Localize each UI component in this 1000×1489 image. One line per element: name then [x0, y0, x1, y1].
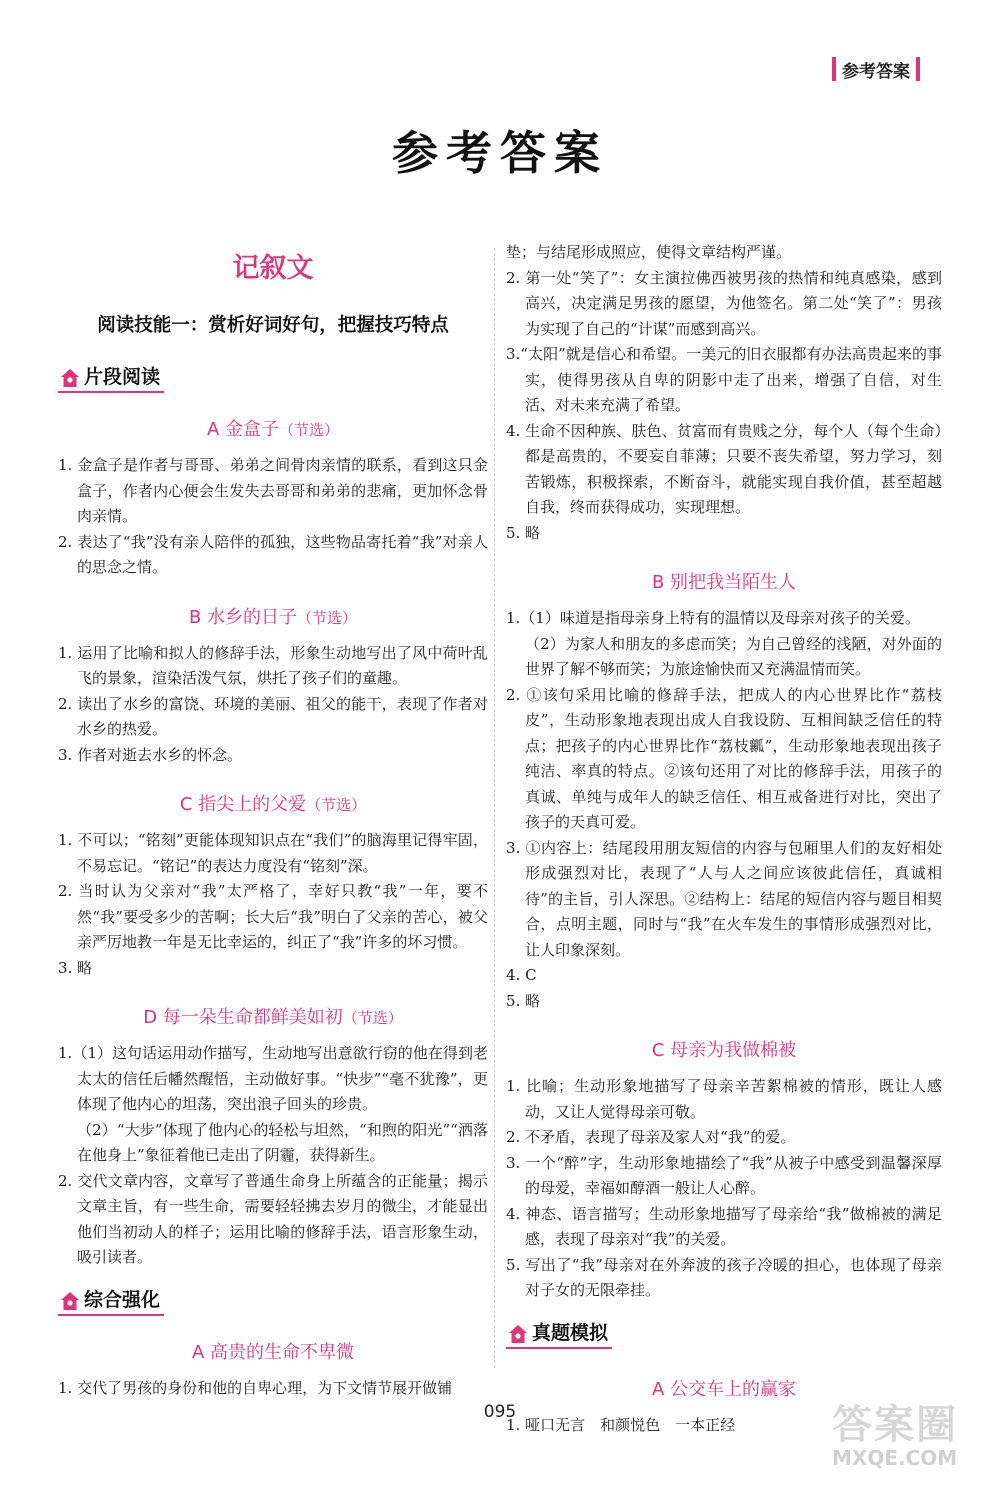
answer-item: 4. 生命不因种族、肤色、贫富而有贵贱之分，每个人（每个生命）都是高贵的，不要妄自菲薄；只要不丧失希望，努力学习，刻苦锻炼，积极探索，不断奋斗，就能实现自我价值，甚至超越自我，终而获得成功，实现理想。 [506, 421, 942, 516]
answer-item: 1. 金盒子是作者与哥哥、弟弟之间骨肉亲情的联系，看到这只金盒子，作者内心便会生发失去哥哥和弟弟的悲痛，更加怀念骨肉亲情。 [58, 456, 488, 525]
answer-item: 2. 读出了水乡的富饶、环境的美丽、祖父的能干，表现了作者对水乡的热爱。 [58, 694, 488, 738]
answer-item: 3.“太阳”就是信心和希望。一美元的旧衣服都有办法高贵起来的事实，使得男孩从自卑的阴影中走了出来，增强了自信，对生活、对未来充满了希望。 [506, 345, 942, 414]
answer-item: 3. 略 [58, 958, 93, 977]
section-label: 综合强化 [84, 1288, 161, 1311]
article-title [58, 603, 488, 633]
article-title-note: （节选） [306, 796, 367, 814]
column-divider [494, 248, 495, 1368]
answer-item: 2. 交代文章内容，文章写了普通生命身上所蕴含的正能量；揭示文章主旨，有一些生命，需要轻轻拂去岁月的微尘，才能显出他们当初动人的样子；运用比喻的修辞手法，语言形象生动，吸引读者。 [58, 1171, 488, 1266]
watermark-logo [832, 1393, 982, 1473]
article-title-text: A 公交车上的赢家 [651, 1378, 797, 1400]
header-bar-right [916, 57, 920, 81]
article-title-text: B 水乡的日子 [188, 606, 298, 628]
answer-item: 2. ①该句采用比喻的修辞手法，把成人的内心世界比作“荔枝皮”，生动形象地表现出成人自我设防、互相间缺乏信任的特点；把孩子的内心世界比作“荔枝瓤”，生动形象地表现出孩子纯洁、率真的特点。②该句还用了对比的修辞手法，用孩子的真诚、单纯与成年人的缺乏信任、相互戒备进行对比，突出了孩子的天真可爱。 [506, 685, 942, 831]
article-title [58, 415, 488, 445]
article-title-text: A 高贵的生命不卑微 [191, 1341, 355, 1363]
answer-item: 2. 表达了“我”没有亲人陪伴的孤独，这些物品寄托着“我”对亲人的思念之情。 [58, 532, 488, 576]
article-title [58, 1003, 488, 1033]
article-title [58, 790, 488, 820]
article-title-text: B 别把我当陌生人 [651, 572, 797, 593]
house-icon [508, 1323, 528, 1345]
answer-item: 3. ①内容上：结尾段用朋友短信的内容与包厢里人们的友好相处形成强烈对比，表现了“人与人之间应该彼此信任，真诚相待”的主旨，引人深思。②结构上：结尾的短信内容与题目相契合，点明主题，同时与“我”在火车发生的事情形成强烈对比，让人印象深刻。 [506, 838, 942, 959]
article-title-text: D 每一朵生命都鲜美如初 [143, 1007, 343, 1028]
answer-item: 1.（1）这句话运用动作描写，生动地写出意欲行窃的他在得到老太太的信任后幡然醒悟，主动做好事。“快步”“毫不犹豫”，更体现了他内心的坦荡，突出浪子回头的珍贵。 [58, 1044, 488, 1113]
running-header [826, 54, 926, 84]
left-column [58, 240, 488, 1401]
genre-heading: 记叙文 [232, 253, 314, 284]
house-icon [60, 1290, 80, 1312]
watermark-text: 答案圈 [832, 1402, 958, 1448]
section-heading-real-exam [506, 1318, 612, 1349]
answer-item: 2. 当时认为父亲对“我”太严格了，幸好只教“我”一年，要不然“我”要受多少的苦啊；长大后“我”明白了父亲的苦心，被父亲严厉地教一年是无比幸运的，纠正了“我”许多的坏习惯。 [58, 882, 488, 951]
article-title-note: （节选） [279, 421, 340, 439]
article-title-text: C 指尖上的父爱 [179, 794, 307, 815]
article-title [506, 1036, 942, 1066]
answer-item: 1. 哑口无言 和颜悦色 一本正经 [506, 1415, 736, 1434]
answer-item: 1. 交代了男孩的身份和他的自卑心理，为下文情节展开做铺 [58, 1378, 453, 1397]
answer-item: （2）“大步”体现了他内心的轻松与坦然，“和煦的阳光”“洒落在他身上”象征着他已走出了阴霾，获得新生。 [77, 1120, 488, 1164]
header-bar-left [832, 57, 836, 81]
page-title: 参考答案 [392, 126, 608, 180]
answer-item: 垫；与结尾形成照应，使得文章结构严谨。 [506, 243, 792, 261]
answer-item: 1. 运用了比喻和拟人的修辞手法，形象生动地写出了风中荷叶乱飞的景象，渲染活泼气氛，烘托了孩子们的童趣。 [58, 643, 488, 687]
answer-item: 1.（1）味道是指母亲身上特有的温情以及母亲对孩子的关爱。 [506, 609, 920, 627]
article-title [58, 1338, 488, 1368]
article-title-text: A 金盒子 [206, 419, 280, 440]
article-title-text: C 母亲为我做棉被 [651, 1040, 797, 1061]
answer-item: 4. 神态、语言描写；生动形象地描写了母亲给“我”做棉被的满足感，表现了母亲对“我”的关爱。 [506, 1204, 942, 1248]
answer-item: 2. 不矛盾，表现了母亲及家人对“我”的爱。 [506, 1128, 796, 1146]
skill-heading: 阅读技能一：赏析好词好句，把握技巧特点 [97, 315, 449, 336]
answer-item: 3. 作者对逝去水乡的怀念。 [58, 745, 243, 764]
running-header-label: 参考答案 [842, 61, 910, 82]
page-number: 095 [483, 1402, 517, 1422]
answer-item: 5. 写出了“我”母亲对在外奔波的孩子冷暖的担心，也体现了母亲对子女的无限牵挂。 [506, 1255, 942, 1299]
answer-item: 1. 比喻；生动形象地描写了母亲辛苦絮棉被的情形，既让人感动，又让人觉得母亲可敬。 [506, 1077, 942, 1121]
section-heading-fragment-reading [58, 362, 164, 393]
answer-item: 1. 不可以；“铭刻”更能体现知识点在“我们”的脑海里记得牢固，不易忘记。“铭记”的表达力度没有“铭刻”深。 [58, 831, 488, 875]
section-heading-comprehensive [58, 1285, 164, 1316]
house-icon [60, 367, 80, 389]
answer-item: 2. 第一处“笑了”：女主演拉佛西被男孩的热情和纯真感染，感到高兴，决定满足男孩的愿望，为他签名。第二处“笑了”：男孩为实现了自己的“计谋”而感到高兴。 [506, 268, 942, 338]
section-label: 片段阅读 [84, 366, 161, 388]
article-title-note: （节选） [297, 608, 358, 627]
article-title [506, 568, 942, 598]
article-title-note: （节选） [342, 1009, 403, 1027]
answer-item: （2）为家人和朋友的多虑而笑；为自己曾经的浅陋，对外面的世界了解不够而笑；为旅途愉快而又充满温情而笑。 [525, 634, 942, 678]
answer-item: 3. 一个“醉”字，生动形象地描绘了“我”从被子中感受到温馨深厚的母爱，幸福如醇酒一般让人心醉。 [506, 1153, 942, 1197]
answer-item: 5. 略 [506, 523, 541, 542]
right-column [506, 240, 942, 1438]
section-label: 真题模拟 [532, 1321, 609, 1344]
answer-item: 5. 略 [506, 991, 541, 1010]
watermark-url: MXQE.COM [832, 1446, 958, 1470]
answer-item: 4. C [506, 966, 537, 984]
